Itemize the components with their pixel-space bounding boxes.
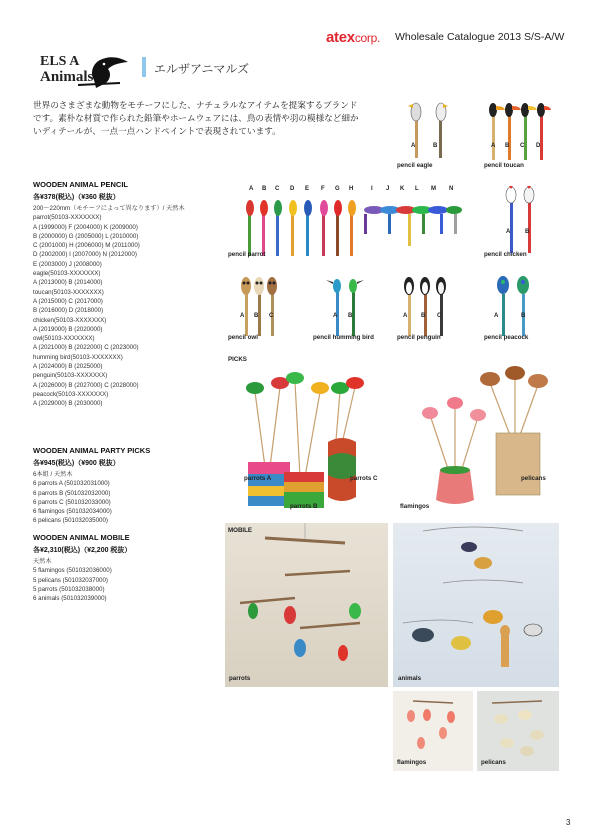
penguin-pencils-photo: [398, 272, 452, 338]
eagle-letter-b: B: [433, 143, 438, 149]
pencil-line: peacock(50103-XXXXXXX): [33, 390, 109, 398]
picks-line: 6本組 / 天然木: [33, 471, 73, 478]
pencil-owl-label: pencil owl: [228, 334, 258, 341]
pencil-heading: WOODEN ANIMAL PENCIL: [33, 180, 128, 189]
toucan-letter-d: D: [536, 143, 541, 149]
pencil-penguin-label: pencil penguin: [397, 334, 441, 341]
hummingbird-letter-b: B: [348, 313, 353, 319]
hummingbird-letter-a: A: [333, 313, 338, 319]
mobile-animals-label: animals: [398, 675, 422, 682]
pencil-chicken-label: pencil chicken: [484, 251, 527, 258]
pencil-line: A (2026000) B (2027000) C (2028000): [33, 381, 139, 389]
chicken-letter-a: A: [506, 229, 511, 235]
animals-mobile-photo: [393, 523, 559, 687]
pencil-eagle-label: pencil eagle: [397, 162, 433, 169]
logo-line-1: ELS A: [40, 54, 80, 69]
pencil-line: B (2000000) G (2005000) L (2010000): [33, 232, 139, 240]
mobile-line: 5 flamingos (501032036000): [33, 567, 112, 575]
parrot-letter: K: [400, 186, 405, 192]
peacock-letter-b: B: [521, 313, 526, 319]
toucan-pencils-photo: [482, 98, 552, 162]
mobile-spec-block: [33, 533, 223, 603]
parrot-letter: L: [415, 186, 419, 192]
chicken-pencils-photo: [500, 183, 545, 255]
mobile-flamingos-label: flamingos: [397, 759, 427, 766]
picks-line: 6 flamingos (501032034000): [33, 508, 112, 516]
pencil-line: B (2016000) D (2018000): [33, 307, 104, 315]
pelicans-label: pelicans: [521, 475, 546, 482]
pencil-spec-block: [33, 180, 223, 409]
parrot-letter: E: [305, 186, 310, 192]
pencil-line: A (2021000) B (2022000) C (2023000): [33, 344, 139, 352]
parrot-letter: A: [249, 186, 254, 192]
brand-logo: [326, 29, 380, 46]
parrot-letter: H: [349, 186, 354, 192]
owl-letter-c: C: [269, 313, 274, 319]
mobile-line: 5 pelicans (501032037000): [33, 576, 108, 584]
mobile-line: 5 parrots (501032038000): [33, 585, 105, 593]
brand-name: atex: [326, 29, 355, 46]
pencil-line: parrot(50103-XXXXXXX): [33, 214, 102, 222]
mobile-parrots-label: parrots: [229, 675, 251, 682]
mobile-section-label: MOBILE: [228, 527, 253, 534]
penguin-letter-a: A: [403, 313, 408, 319]
toucan-letter-b: B: [505, 143, 510, 149]
parrot-pencils-photo: [240, 194, 470, 258]
picks-heading: WOODEN ANIMAL PARTY PICKS: [33, 446, 151, 455]
picks-line: 6 pelicans (501032035000): [33, 517, 108, 525]
pencil-line: A (2015000) C (2017000): [33, 297, 103, 305]
picks-section-label: PICKS: [228, 356, 247, 363]
pencil-price: 各¥378(税込)（¥360 税抜）: [33, 194, 120, 201]
logo-line-2: Animals: [40, 69, 94, 85]
owl-pencils-photo: [237, 272, 287, 338]
picks-price: 各¥945(税込)（¥900 税抜）: [33, 460, 120, 467]
brand-suffix: corp.: [354, 31, 381, 45]
flamingo-pelican-picks-photo: [410, 355, 570, 515]
pencil-line: E (2003000) J (2008000): [33, 260, 102, 268]
page-number: 3: [566, 818, 571, 827]
pencil-line: C (2001000) H (2006000) M (2011000): [33, 242, 140, 250]
parrots-a-label: parrots A: [244, 475, 272, 482]
pencil-line: A (2029000) B (2030000): [33, 400, 103, 408]
pencil-line: eagle(50103-XXXXXXX): [33, 270, 101, 278]
parrot-picks-photo: [240, 362, 380, 512]
mobile-line: 天然木: [33, 558, 52, 565]
mobile-heading: WOODEN ANIMAL MOBILE: [33, 533, 130, 542]
pencil-spec: 200～220mm（モチーフによって異なります）/ 天然木: [33, 205, 185, 212]
parrot-letter: F: [321, 186, 325, 192]
mobile-pelicans-label: pelicans: [481, 759, 506, 766]
intro-paragraph: 世界のさまざまな動物をモチーフにした、ナチュラルなアイテムを提案するブランドです。素朴な材質で作られた鉛筆やホームウェアには、鳥の表情や羽の模様など細かいディテールが、一点一点ハンドペイントで表現されています。: [33, 100, 359, 136]
pencil-line: A (2024000) B (2025000): [33, 363, 103, 371]
pencil-line: D (2002000) I (2007000) N (2012000): [33, 251, 137, 259]
flamingos-label: flamingos: [400, 503, 430, 510]
picks-line: 6 parrots C (501032033000): [33, 498, 111, 506]
picks-line: 6 parrots A (501032031000): [33, 480, 110, 488]
parrots-mobile-photo: [225, 523, 388, 687]
pencil-line: A (2013000) B (2014000): [33, 279, 103, 287]
parrot-letter: D: [290, 186, 295, 192]
peacock-pencils-photo: [490, 272, 540, 338]
peacock-letter-a: A: [494, 313, 499, 319]
parrot-letter: C: [275, 186, 280, 192]
toucan-letter-c: C: [520, 143, 525, 149]
pencil-line: A (2019000) B (2020000): [33, 325, 103, 333]
parrot-letter: M: [431, 186, 436, 192]
pencil-line: toucan(50103-XXXXXXX): [33, 288, 104, 296]
parrot-letter: I: [371, 186, 373, 192]
chicken-letter-b: B: [525, 229, 530, 235]
parrot-letter: J: [386, 186, 390, 192]
hummingbird-pencils-photo: [326, 272, 366, 338]
parrots-b-label: parrots B: [290, 503, 318, 510]
title-accent-bar: [142, 57, 146, 77]
pencil-hummingbird-label: pencil humming bird: [313, 334, 374, 341]
parrot-letter: B: [262, 186, 267, 192]
picks-spec-block: [33, 446, 223, 526]
picks-line: 6 parrots B (501032032000): [33, 489, 111, 497]
pencil-line: chicken(50103-XXXXXXX): [33, 316, 107, 324]
pencil-line: owl(50103-XXXXXXX): [33, 335, 95, 343]
pencil-line: A (1999000) F (2004000) K (2009000): [33, 223, 138, 231]
owl-letter-a: A: [240, 313, 245, 319]
parrot-letter: N: [449, 186, 454, 192]
penguin-letter-c: C: [437, 313, 442, 319]
catalog-title: Wholesale Catalogue 2013 S/S-A/W: [395, 31, 565, 43]
mobile-price: 各¥2,310(税込)（¥2,200 税抜）: [33, 547, 132, 554]
owl-letter-b: B: [254, 313, 259, 319]
penguin-letter-b: B: [421, 313, 426, 319]
eagle-pencils-photo: [405, 98, 455, 158]
pencil-line: humming bird(50103-XXXXXXX): [33, 353, 123, 361]
pencil-line: penguin(50103-XXXXXXX): [33, 372, 108, 380]
eagle-letter-a: A: [411, 143, 416, 149]
mobile-line: 6 animals (501032039000): [33, 595, 107, 603]
parrots-c-label: parrots C: [350, 475, 378, 482]
page-title: エルザアニマルズ: [154, 62, 250, 76]
pencil-toucan-label: pencil toucan: [484, 162, 524, 169]
toucan-letter-a: A: [491, 143, 496, 149]
pencil-peacock-label: pencil peacock: [484, 334, 529, 341]
pencil-parrot-label: pencil parrot: [228, 251, 266, 258]
parrot-letter: G: [335, 186, 340, 192]
